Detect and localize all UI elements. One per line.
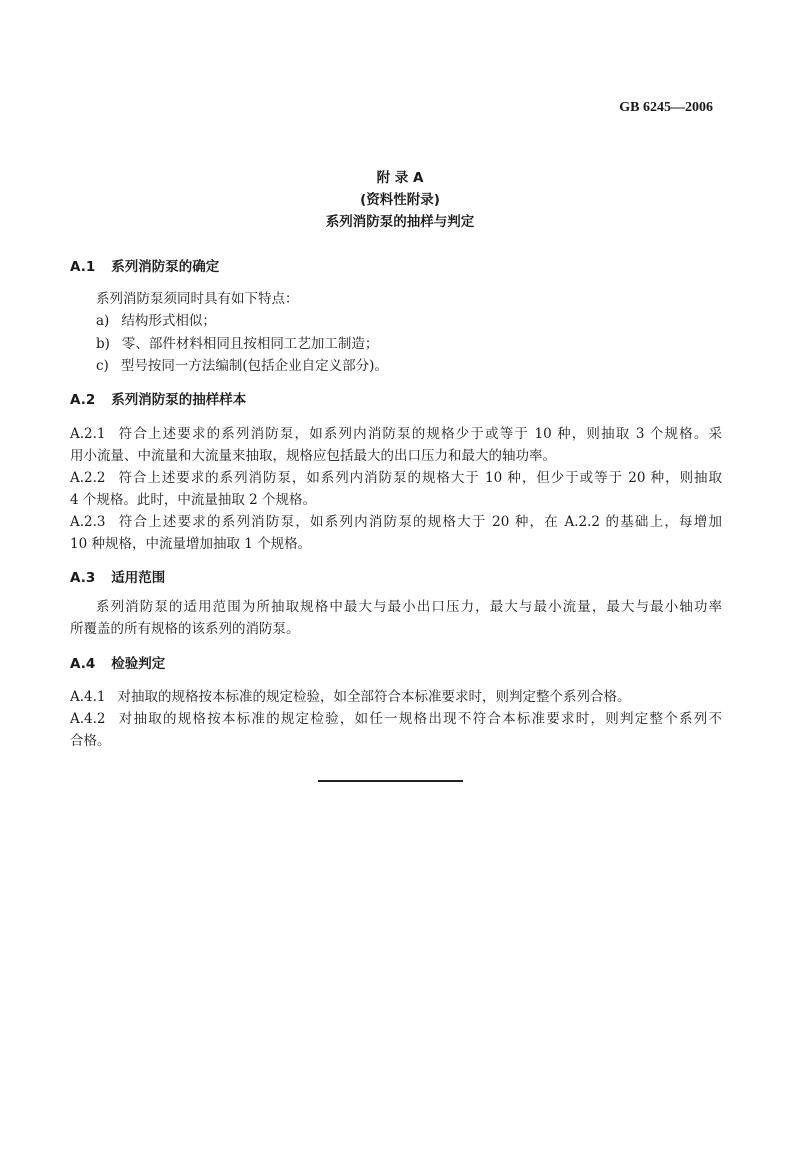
appendix-type: (资料性附录) [360, 192, 440, 208]
list-item: c) 型号按同一方法编制(包括企业自定义部分)。 [96, 358, 388, 374]
clause-a4-2-cont: 合格。 [70, 733, 111, 749]
appendix-title: 系列消防泵的抽样与判定 [325, 214, 475, 230]
list-item: b) 零、部件材料相同且按相同工艺加工制造； [96, 336, 379, 352]
a1-intro: 系列消防泵须同时具有如下特点： [96, 291, 299, 307]
clause-a2-3-cont: 10 种规格，中流量增加抽取 1 个规格。 [70, 536, 312, 552]
clause-a4-1: A.4.1 对抽取的规格按本标准的规定检验，如全部符合本标准要求时，则判定整个系列合格。 [70, 689, 631, 705]
section-heading-a3: A.3 适用范围 [70, 570, 166, 586]
list-item: a) 结构形式相似； [96, 313, 216, 329]
end-rule [318, 780, 463, 782]
a3-paragraph: 系列消防泵的适用范围为所抽取规格中最大与最小出口压力，最大与最小流量，最大与最小轴功率 [96, 599, 722, 615]
clause-a2-1-cont: 用小流量、中流量和大流量来抽取，规格应包括最大的出口压力和最大的轴功率。 [70, 448, 556, 464]
clause-a4-2: A.4.2 对抽取的规格按本标准的规定检验，如任一规格出现不符合本标准要求时，则判定整个系列不 [70, 711, 722, 727]
clause-a2-2: A.2.2 符合上述要求的系列消防泵，如系列内消防泵的规格大于 10 种，但少于或等于 20 种，则抽取 [70, 470, 722, 486]
appendix-label: 附 录 A [376, 170, 424, 186]
clause-a2-1: A.2.1 符合上述要求的系列消防泵，如系列内消防泵的规格少于或等于 10 种，则抽取 3 个规格。采 [70, 426, 722, 442]
a3-paragraph-cont: 所覆盖的所有规格的该系列的消防泵。 [70, 621, 300, 637]
section-heading-a1: A.1 系列消防泵的确定 [70, 259, 220, 275]
standard-number: GB 6245—2006 [619, 100, 713, 115]
section-heading-a4: A.4 检验判定 [70, 656, 166, 672]
section-heading-a2: A.2 系列消防泵的抽样样本 [70, 392, 247, 408]
clause-a2-2-cont: 4 个规格。此时，中流量抽取 2 个规格。 [70, 492, 317, 508]
clause-a2-3: A.2.3 符合上述要求的系列消防泵，如系列内消防泵的规格大于 20 种，在 A.2.2 的基础上，每增加 [70, 514, 722, 530]
